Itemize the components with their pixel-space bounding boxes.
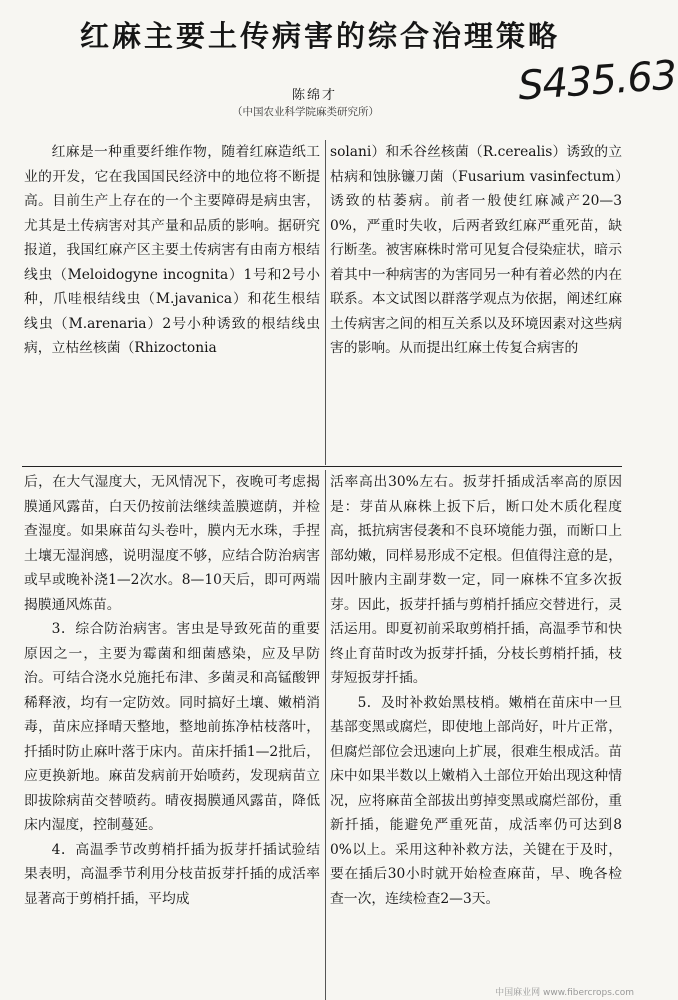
author-name: 陈绵才: [292, 88, 338, 103]
intro-paragraph-continued: solani）和禾谷丝核菌（R.cerealis）诱致的立枯病和蚀脉镰刀菌（Fusarium vasinfectum）诱致的枯萎病。前者一般使红麻减产20—30%，严重时失收，后两者致红麻严重死苗，缺行断垄。被害麻株时常可见复合侵染症状，暗示着其中一种病害的为害同另一种有着必然的内在联系。本文试图以群落学观点为依据，阐述红麻土传病害之间的相互关系以及环境因素对这些病害的影响。从而提出红麻土传复合病害的: [330, 144, 622, 356]
column-divider-top: [325, 140, 326, 465]
handwritten-classification-note: S435.63: [516, 52, 678, 110]
body-paragraph: 4．高温季节改剪梢扦插为扳芽扦插试验结果表明，高温季节利用分枝苗扳芽扦插的成活率显著高于剪梢扦插，平均成: [24, 841, 320, 907]
body-paragraph: 活率高出30%左右。扳芽扦插成活率高的原因是：芽苗从麻株上扳下后，断口处木质化程度高，抵抗病害侵袭和不良环境能力强，而断口上部幼嫩，同样易形成不定根。但值得注意的是，因叶腋内主副芽数一定，同一麻株不宜多次扳芽。因此，扳芽扦插与剪梢扦插应交替进行，灵活运用。即夏初前采取剪梢扦插，高温季节和快终止育苗时改为扳芽扦插，分枝长剪梢扦插，枝芽短扳芽扦插。: [330, 474, 622, 686]
intro-column-right: [330, 140, 622, 465]
author-affiliation: （中国农业科学院麻类研究所）: [232, 106, 379, 118]
site-watermark: 中国麻业网 www.fibercrops.com: [495, 988, 634, 998]
column-divider-bottom: [325, 470, 326, 1000]
article-title: 红麻主要土传病害的综合治理策略: [79, 19, 560, 53]
intro-paragraph: 红麻是一种重要纤维作物，随着红麻造纸工业的开发，它在我国国民经济中的地位将不断提高。目前生产上存在的一个主要障碍是病虫害，尤其是土传病害对其产量和品质的影响。据研究报道，我国红麻产区主要土传病害有由南方根结线虫（Meloidogyne incognita）1号和2号小种，爪哇根结线虫（M.javanica）和花生根结线虫（M.arenaria）2号小种诱致的根结线虫病，立枯丝核菌（Rhizoctonia: [24, 144, 320, 356]
body-column-right: [330, 470, 622, 1000]
body-paragraph: 5．及时补救始黑枝梢。嫩梢在苗床中一旦基部变黑或腐烂，即使地上部尚好，叶片正常，但腐烂部位会迅速向上扩展，很难生根成活。苗床中如果半数以上嫩梢入土部位开始出现这种情况，应将麻苗全部拔出剪掉变黑或腐烂部份，重新扦插，能避免严重死苗，成活率仍可达到80%以上。采用这种补救方法，关键在于及时，要在插后30小时就开始检查麻苗，早、晚各检查一次，连续检查2—3天。: [330, 694, 622, 907]
intro-column-left: [24, 140, 320, 465]
body-column-left: [24, 470, 320, 1000]
section-divider: [22, 466, 622, 467]
body-paragraph: 后，在大气湿度大，无风情况下，夜晚可考虑揭膜通风露苗，白天仍按前法继续盖膜遮荫，并检查湿度。如果麻苗勾头卷叶，膜内无水珠，手捏土壤无湿润感，说明湿度不够，应结合防治病害或早或晚补浇1—2次水。8—10天后，即可两端揭膜通风炼苗。: [24, 474, 320, 613]
body-paragraph: 3．综合防治病害。害虫是导致死苗的重要原因之一，主要为霉菌和细菌感染，应及早防治。可结合浇水兑施托布津、多菌灵和高锰酸钾稀释液，均有一定防效。同时搞好土壤、嫩梢消毒，苗床应择晴天整地，整地前拣净枯枝落叶，扦插时防止麻叶落于床内。苗床扦插1—2批后，应更换新地。麻苗发病前开始喷药，发现病苗立即拔除病苗交替喷药。晴夜揭膜通风露苗，降低床内湿度，控制蔓延。: [24, 621, 320, 833]
